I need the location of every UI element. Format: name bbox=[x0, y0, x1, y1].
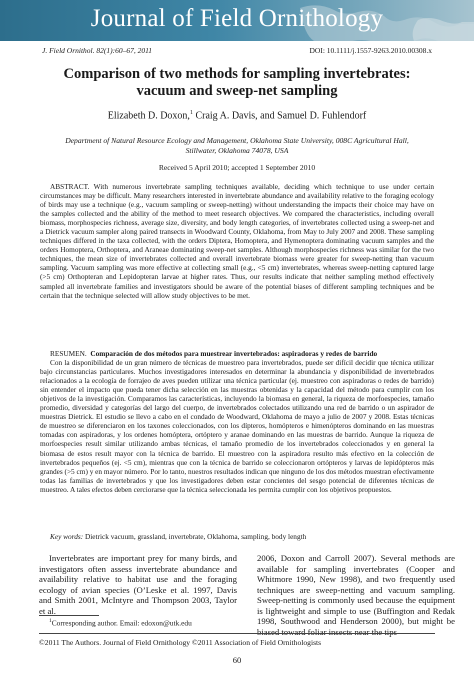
page-number: 60 bbox=[232, 655, 242, 665]
right-column-text: 2006, Doxon and Carroll 2007). Several methods are available for sampling invertebrates (Cooper and Whitmore 1990, New 1998), and two frequently used techniques are sweep-netting and vacuum sampling. Sweep-netting is commonly used because the equipment is lightweight and simple to use (Buffington and Redak 1998, Southwood and Henderson 2000), but might be biased toward foliar insects near the tips bbox=[257, 553, 455, 637]
keywords-label: Key words: bbox=[50, 532, 84, 541]
abstract-text: ABSTRACT. With numerous invertebrate sampling techniques available, deciding which technique to use under certain circumstances may be difficult. Many researchers interested in invertebrate abundance and availability relative to the foraging ecology of birds may use a technique (e.g., vacuum sampling or sweep-netting) without understanding the impacts their choice may have on the samples collected and the ability of the method to meet research objectives. We compared the characteristics, including overall biomass, morphospecies richness, average size, diversity, and body length categories, of invertebrates collected using a sweep-net and a Dietrick vacuum sampler along paired transects in Woodward County, Oklahoma, from May to July 2007 and 2008. These sampling techniques differed in the taxa collected, with the orders Diptera, Homoptera, and Hymenoptera dominating vacuum samples and the orders Homoptera, Orthoptera, and Araneae dominating sweep-net samples. Although morphospecies richness was similar for the two techniques, the mean size of invertebrates collected and overall invertebrate biomass were greater for sweep-netting than vacuum sampling. Vacuum sampling was more effective at collecting small (e.g., <5 cm) invertebrates, whereas sweep-netting captured large (>5 cm) Orthopteran and Lepidopteran larvae at higher rates. Thus, our results indicate that neither sampling method effectively sampled all invertebrate families and investigators should be aware of the potential biases of different sampling techniques and be certain that the technique selected will allow study objectives to be met. bbox=[40, 182, 434, 300]
left-column-text: Invertebrates are important prey for many birds, and investigators often assess invertebrate abundance and availability relative to habitat use and the foraging ecology of avian species (O’Leske et al. 1997, Davis and Smith 2001, McIntyre and Thompson 2003, Taylor et al. bbox=[39, 553, 237, 616]
resumen-heading bbox=[40, 349, 434, 358]
affiliation-line-1: Department of Natural Resource Ecology and Management, Oklahoma State University, 008C Agricultural Hall, bbox=[65, 136, 409, 145]
author-footnote-mark: 1 bbox=[189, 110, 193, 116]
journal-banner bbox=[0, 0, 474, 41]
footnote-divider bbox=[39, 615, 99, 616]
keywords-text: Dietrick vacuum, grassland, invertebrate, Oklahoma, sampling, body length bbox=[83, 532, 307, 541]
journal-name: Journal of Field Ornithology bbox=[90, 5, 384, 32]
body-left-column bbox=[39, 553, 237, 616]
first-author: Elizabeth D. Doxon, bbox=[107, 110, 190, 122]
affiliation bbox=[40, 136, 434, 155]
abstract bbox=[40, 182, 434, 300]
resumen-title: Comparación de dos métodos para muestrear invertebrados: aspiradoras y redes de barrido bbox=[90, 349, 378, 358]
resumen-text: Con la disponibilidad de un gran número de técnicas de muestreo para invertebrados, puede ser difícil decidir que técnica utilizar bajo circunstancias particulares. Muchos investigadores interesados en determinar la abundancia y disponibilidad de invertebrados relacionados a la ecología de forrajeo de aves pueden utilizar una técnica particular (ej. muestreo con aspiradoras o redes de barrido) sin entender el impacto que pueda tener dicha selección en las muestras obtenidas y la capacidad del método para cumplir con los objetivos de la investigación. Comparamos las características, incluyendo la biomasa en general, la riqueza de morfoespecies, tamaño promedio, diversidad y categorías del largo del cuerpo, de invertebrados colectados utilizando una red de barrido o un aspirador de muestras Dietrick. El estudio se llevo a cabo en el condado de Woodward, Oklahoma de mayo a julio de 2007 y 2008. Estas técnicas de muestreo se diferenciaron en los taxones coleccionados, con los dípteros, homópteros e himenópteros dominando en las muestras tomadas con aspiradoras, y los ordenes homóptera, ortóptero y aranae dominando en las muestras de barrido. Aunque la riqueza de morfoespecies result similar utilizando ambas técnicas, el tamaño promedio de los invertebrados coleccionados y en general la biomasa de estos result mayor con la técnica de barrido. El muestreo con la aspiradora resulto más efectivo en la colección de invertebrados pequeños (ej. <5 cm), mientras que con la técnica de barrido se coleccionaron ortópteros y larvas de lepidópteros más grandes (>5 cm) y en mayor número. Por lo tanto, nuestros resultados indican que ninguno de los dos métodos muestran efectivamente todas las familias de invertebrados y que los investigadores deben estar concientes del sesgo potencial de diferentes técnicas de muestreo. A tales efectos deben cerciorarse que la técnica seleccionada les permita cumplir con los objetivos propuestos. bbox=[40, 358, 434, 494]
received-dates: Received 5 April 2010; accepted 1 September 2010 bbox=[158, 163, 316, 172]
affiliation-line-2: Stillwater, Oklahoma 74078, USA bbox=[185, 145, 289, 155]
resumen-label: RESUMEN. bbox=[50, 349, 87, 358]
footer-divider bbox=[39, 633, 435, 634]
body-right-column bbox=[257, 553, 455, 637]
title-line-1: Comparison of two methods for sampling invertebrates: bbox=[63, 66, 411, 82]
copyright: ©2011 The Authors. Journal of Field Ornithology ©2011 Association of Field Ornithologists bbox=[39, 638, 322, 647]
footnote bbox=[39, 618, 237, 627]
keywords bbox=[40, 532, 434, 541]
resumen bbox=[40, 349, 434, 494]
article-title bbox=[20, 66, 454, 100]
footnote-text: Corresponding author. Email: edoxon@utk.edu bbox=[51, 618, 192, 628]
other-authors: Craig A. Davis, and Samuel D. Fuhlendorf bbox=[192, 110, 367, 122]
footnote-mark: 1 bbox=[49, 618, 52, 624]
doi: DOI: 10.1111/j.1557-9263.2010.00308.x bbox=[309, 46, 432, 55]
authors bbox=[0, 110, 474, 121]
title-line-2: vacuum and sweep-net sampling bbox=[136, 83, 338, 99]
citation: J. Field Ornithol. 82(1):60–67, 2011 bbox=[42, 46, 153, 55]
